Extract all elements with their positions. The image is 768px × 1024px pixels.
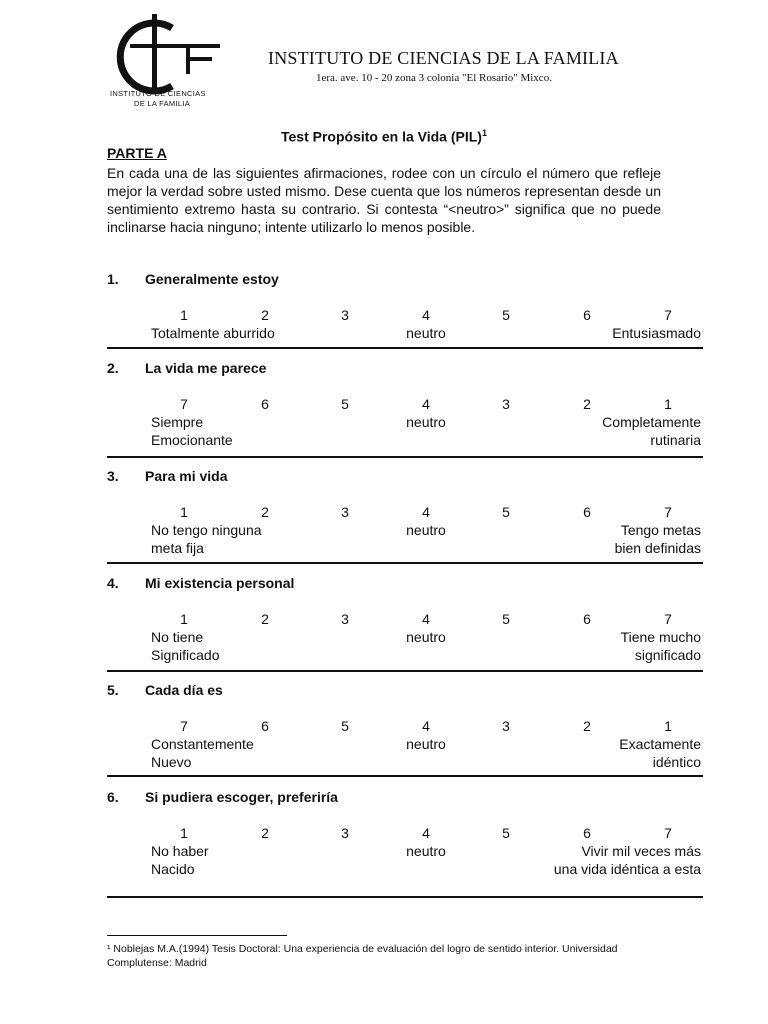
question-divider: [107, 775, 703, 777]
left-anchor-label: No haber: [151, 843, 209, 859]
question-text: Mi existencia personal: [145, 575, 295, 591]
scale-option[interactable]: 4: [422, 611, 430, 627]
scale-option[interactable]: 5: [502, 611, 510, 627]
question-divider: [107, 347, 703, 349]
footnote: ¹ Noblejas M.A.(1994) Tesis Doctoral: Una experiencia de evaluación del logro de sentido interior. Universidad Complutense: Madrid: [107, 943, 618, 969]
scale-option[interactable]: 5: [341, 718, 349, 734]
scale-option[interactable]: 3: [502, 718, 510, 734]
institute-name: INSTITUTO DE CIENCIAS DE LA FAMILIA: [268, 48, 619, 68]
scale-option[interactable]: 1: [180, 307, 188, 323]
question-number: 5.: [107, 682, 119, 698]
question-item: [0, 682, 768, 777]
instructions-paragraph: En cada una de las siguientes afirmaciones, rodee con un círculo el número que refleje mejor la verdad sobre usted mismo. Dese cuenta que los números representan desde un sentimiento extremo hasta su contrario. Si contesta “<neutro>” significa que no puede inclinarse hacia ninguno; intente utilizarlo lo menos posible.: [107, 165, 661, 235]
scale-option[interactable]: 1: [664, 396, 672, 412]
scale-option[interactable]: 4: [422, 504, 430, 520]
left-anchor-label: Emocionante: [151, 432, 233, 448]
question-text: Si pudiera escoger, preferiría: [145, 789, 338, 805]
scale-option[interactable]: 4: [422, 718, 430, 734]
question-text: La vida me parece: [145, 360, 267, 376]
right-anchor-label: Vivir mil veces más: [581, 843, 701, 859]
question-divider: [107, 896, 703, 898]
left-anchor-label: Constantemente: [151, 736, 254, 752]
right-anchor-label: rutinaria: [650, 432, 701, 448]
page-title: [0, 128, 768, 145]
institute-address: 1era. ave. 10 - 20 zona 3 colonia "El Rosario" Mixco.: [316, 72, 552, 84]
left-anchor-label: Nacido: [151, 861, 195, 877]
scale-option[interactable]: 5: [502, 504, 510, 520]
question-number: 3.: [107, 468, 119, 484]
scale-option[interactable]: 4: [422, 396, 430, 412]
right-anchor-label: Exactamente: [619, 736, 701, 752]
neutral-label: neutro: [406, 736, 446, 752]
neutral-label: neutro: [406, 325, 446, 341]
question-item: [0, 360, 768, 458]
logo-caption-line1: INSTITUTO DE CIENCIAS: [110, 89, 206, 98]
scale-option[interactable]: 6: [583, 504, 591, 520]
scale-option[interactable]: 2: [261, 611, 269, 627]
left-anchor-label: No tengo ninguna: [151, 522, 262, 538]
scale-option[interactable]: 1: [664, 718, 672, 734]
scale-option[interactable]: 6: [261, 718, 269, 734]
scale-option[interactable]: 3: [341, 611, 349, 627]
scale-option[interactable]: 6: [583, 307, 591, 323]
question-text: Cada día es: [145, 682, 223, 698]
scale-option[interactable]: 7: [664, 307, 672, 323]
title-footnote-mark: 1: [481, 128, 487, 138]
part-label: PARTE A: [107, 145, 167, 161]
question-item: [0, 271, 768, 349]
neutral-label: neutro: [406, 414, 446, 430]
question-divider: [107, 562, 703, 564]
scale-option[interactable]: 1: [180, 504, 188, 520]
logo-caption-line2: DE LA FAMILIA: [134, 99, 191, 108]
question-text: Generalmente estoy: [145, 271, 279, 287]
question-item: [0, 789, 768, 898]
left-anchor-label: meta fija: [151, 540, 204, 556]
right-anchor-label: significado: [634, 647, 701, 663]
question-divider: [107, 670, 703, 672]
scale-option[interactable]: 1: [180, 611, 188, 627]
scale-option[interactable]: 3: [341, 825, 349, 841]
right-anchor-label: una vida idéntica a esta: [553, 861, 701, 877]
scale-option[interactable]: 5: [341, 396, 349, 412]
question-number: 1.: [107, 271, 119, 287]
scale-option[interactable]: 1: [180, 825, 188, 841]
scale-option[interactable]: 3: [502, 396, 510, 412]
scale-option[interactable]: 6: [261, 396, 269, 412]
scale-option[interactable]: 2: [261, 825, 269, 841]
title-text: Test Propósito en la Vida (PIL): [281, 128, 482, 145]
question-number: 4.: [107, 575, 119, 591]
left-anchor-label: Totalmente aburrido: [151, 325, 275, 341]
left-anchor-label: No tiene: [151, 629, 204, 645]
footnote-divider: [107, 935, 287, 936]
left-anchor-label: Significado: [151, 647, 220, 663]
neutral-label: neutro: [406, 522, 446, 538]
question-item: [0, 575, 768, 672]
right-anchor-label: Completamente: [602, 414, 701, 430]
scale-option[interactable]: 7: [664, 504, 672, 520]
scale-option[interactable]: 3: [341, 504, 349, 520]
right-anchor-label: Entusiasmado: [612, 325, 701, 341]
right-anchor-label: idéntico: [652, 754, 701, 770]
scale-option[interactable]: 4: [422, 307, 430, 323]
scale-option[interactable]: 4: [422, 825, 430, 841]
scale-option[interactable]: 7: [180, 396, 188, 412]
institute-logo: [110, 14, 230, 114]
scale-option[interactable]: 2: [261, 504, 269, 520]
scale-option[interactable]: 7: [180, 718, 188, 734]
scale-option[interactable]: 7: [664, 825, 672, 841]
scale-option[interactable]: 6: [583, 825, 591, 841]
scale-option[interactable]: 5: [502, 825, 510, 841]
question-text: Para mi vida: [145, 468, 228, 484]
neutral-label: neutro: [406, 843, 446, 859]
left-anchor-label: Siempre: [151, 414, 204, 430]
right-anchor-label: bien definidas: [614, 540, 701, 556]
question-number: 6.: [107, 789, 119, 805]
neutral-label: neutro: [406, 629, 446, 645]
scale-option[interactable]: 2: [583, 396, 591, 412]
question-divider: [107, 456, 703, 458]
left-anchor-label: Nuevo: [151, 754, 192, 770]
question-item: [0, 468, 768, 564]
right-anchor-label: Tiene mucho: [620, 629, 701, 645]
question-number: 2.: [107, 360, 119, 376]
scale-option[interactable]: 2: [261, 307, 269, 323]
right-anchor-label: Tengo metas: [620, 522, 701, 538]
scale-option[interactable]: 6: [583, 611, 591, 627]
scale-option[interactable]: 2: [583, 718, 591, 734]
scale-option[interactable]: 5: [502, 307, 510, 323]
scale-option[interactable]: 7: [664, 611, 672, 627]
scale-option[interactable]: 3: [341, 307, 349, 323]
